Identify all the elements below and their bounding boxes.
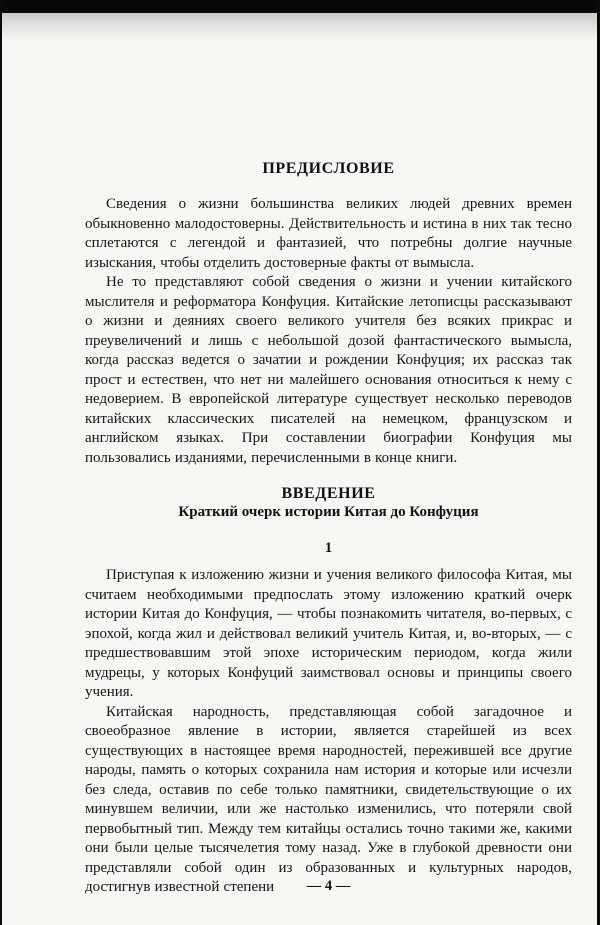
preface-paragraph-2: Не то представляют собой сведения о жизни и учении китайского мыслителя и реформатора Конфуция. Китайские летописцы рассказывают о жизни и деяниях своего великого учителя без всяких прикрас и преувеличений и лишь с небольшой дозой фантастического вымысла, когда рассказ ведется о зачатии и рождении Конфуция; их рассказ так прост и естествен, что нет ни малейшего основания относиться к нему с недоверием. В европейской литературе существует несколько переводов китайских классических писателей на немецком, французском и английском языках. При составлении биографии Конфуция мы пользовались изданиями, перечисленными в конце книги. [85, 274, 572, 466]
preface-title: ПРЕДИСЛОВИЕ [262, 160, 395, 177]
introduction-paragraph-1: Приступая к изложению жизни и учения великого философа Китая, мы считаем необходимыми предпослать этому изложению краткий очерк истории Китая до Конфуция, — чтобы познакомить читателя, во-первых, с эпохой, когда жил и действовал великий учитель Китая, и, во-вторых, — с предшествовавшим этой эпохе историческим периодом, когда жили мудрецы, у которых Конфуций заимствовал основы и принципы своего учения. [85, 567, 572, 700]
section-number: 1 [324, 540, 333, 556]
introduction-subtitle: Краткий очерк истории Китая до Конфуция [178, 504, 479, 520]
scan-border-left [0, 0, 2, 925]
introduction-title: ВВЕДЕНИЕ [281, 485, 376, 502]
scan-border-top [0, 0, 600, 13]
page-number: — 4 — [306, 878, 351, 894]
introduction-paragraph-2: Китайская народность, представляющая собой загадочное и своеобразное явление в истории, является старейшей из всех существующих в настоящее время народностей, пережившей все другие народы, память о которых сохранила нам история и которые или исчезли без следа, оставив по себе только памятники, свидетельствующие о их минувшем величии, или же настолько изменились, что потеряли свой первобытный тип. Между тем китайцы остались точно такими же, какими они были целые тысячелетия тому назад. Уже в глубокой древности они представляли собой один из образованных и культурных народов, достигнув известной степени [85, 703, 572, 895]
scan-shadow-top [0, 13, 600, 39]
page-content [85, 160, 572, 898]
preface-paragraph-1: Сведения о жизни большинства великих людей древних времен обыкновенно малодостоверны. Действительность и истина в них так тесно сплетаются с легендой и фантазией, что потребны долгие научные изыскания, чтобы отделить достоверные факты от вымысла. [85, 196, 572, 271]
